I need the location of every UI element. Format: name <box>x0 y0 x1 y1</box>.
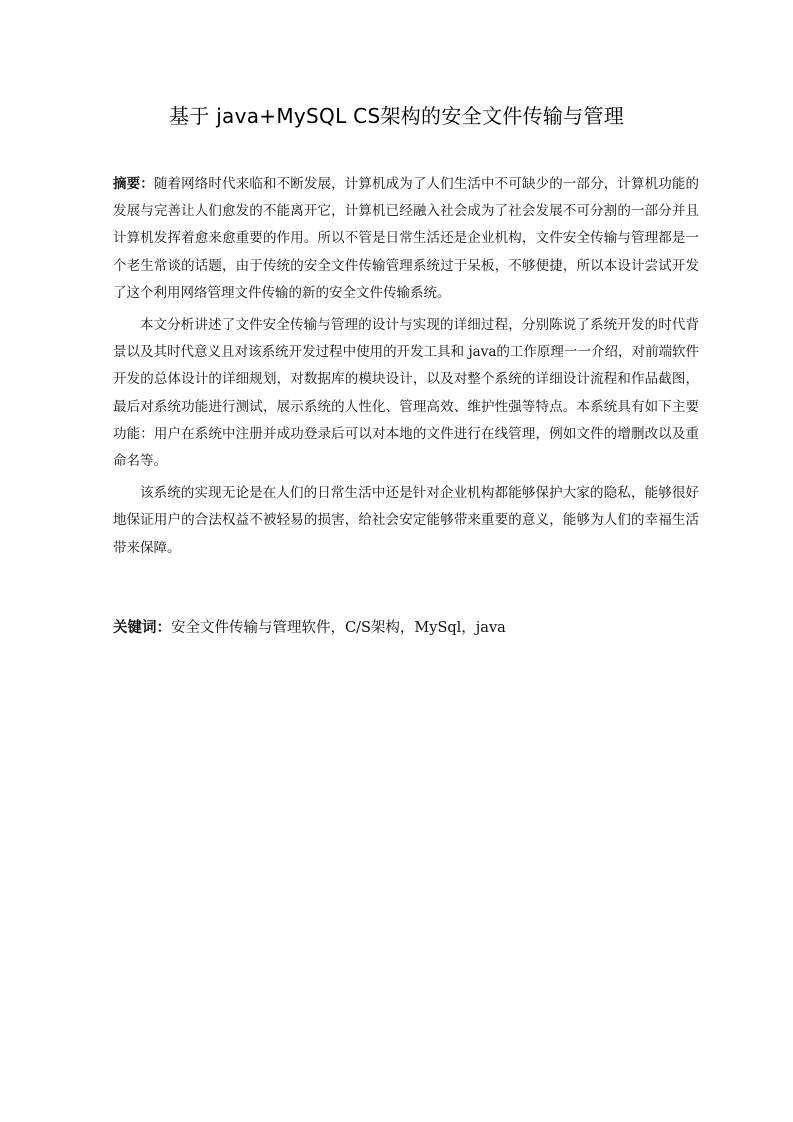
abstract-paragraph-1-text: 随着网络时代来临和不断发展，计算机成为了人们生活中不可缺少的一部分，计算机功能的发展与完善让人们愈发的不能离开它，计算机已经融入社会成为了社会发展不可分割的一部分并且计算机发挥着愈来愈重要的作用。所以不管是日常生活还是企业机构，文件安全传输与管理都是一个老生常谈的话题，由于传统的安全文件传输管理系统过于呆板，不够便捷，所以本设计尝试开发了这个利用网络管理文件传输的新的安全文件传输系统。 <box>113 176 700 301</box>
keywords-text: 安全文件传输与管理软件，C/S架构，MySql，java <box>171 620 506 636</box>
keywords-section <box>113 615 699 642</box>
abstract-label: 摘要： <box>113 176 154 192</box>
abstract-section <box>113 171 699 562</box>
paper-title: 基于 java+MySQL CS架构的安全文件传输与管理 <box>168 104 625 128</box>
abstract-paragraph-3: 该系统的实现无论是在人们的日常生活中还是针对企业机构都能够保护大家的隐私，能够很好地保证用户的合法权益不被轻易的损害，给社会安定能够带来重要的意义，能够为人们的幸福生活带来保障。 <box>113 485 699 556</box>
abstract-paragraph-1 <box>113 171 699 307</box>
keywords-label: 关键词： <box>113 620 171 636</box>
abstract-paragraph-2: 本文分析讲述了文件安全传输与管理的设计与实现的详细过程，分别陈说了系统开发的时代背景以及其时代意义且对该系统开发过程中使用的开发工具和 java的工作原理一一介绍，对前端软件开发的总体设计的详细规划，对数据库的模块设计，以及对整个系统的详细设计流程和作品截图，最后对系统功能进行测试，展示系统的人性化、管理高效、维护性强等特点。本系统具有如下主要功能：用户在系统中注册并成功登录后可以对本地的文件进行在线管理，例如文件的增删改以及重命名等。 <box>113 317 699 470</box>
